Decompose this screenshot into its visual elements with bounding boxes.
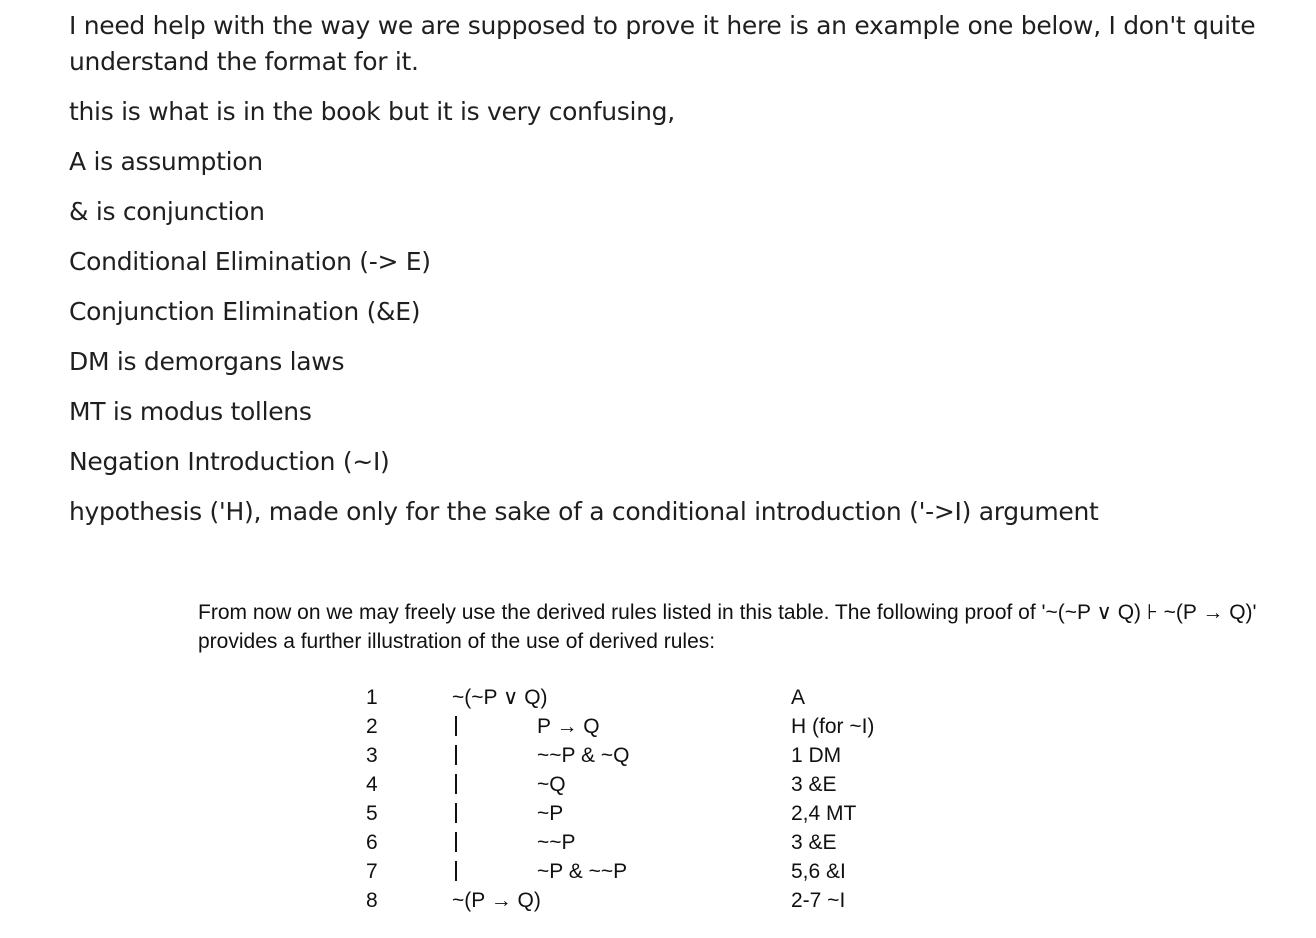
question-paragraph: Conjunction Elimination (&E) <box>69 297 421 326</box>
question-paragraph: & is conjunction <box>69 197 265 226</box>
proof-line <box>0 770 1316 799</box>
line-number: 6 <box>366 831 378 854</box>
line-number: 2 <box>366 715 378 738</box>
subproof-bar <box>455 861 457 881</box>
question-paragraph: I need help with the way we are supposed to prove it here is an example one below, I don't quite understand the format for it. <box>69 11 1256 76</box>
proof-justification: 3 &E <box>791 831 837 854</box>
proof-formula: ~P <box>537 802 564 825</box>
proof-line <box>0 741 1316 770</box>
question-paragraph: Conditional Elimination (-> E) <box>69 247 431 276</box>
subproof-bar <box>455 774 457 794</box>
proof-line <box>0 828 1316 857</box>
subproof-bar <box>455 832 457 852</box>
proof-justification: 3 &E <box>791 773 837 796</box>
subproof-bar <box>455 716 457 736</box>
proof-formula: P → Q <box>537 715 600 738</box>
question-paragraph: A is assumption <box>69 147 263 176</box>
proof-justification: H (for ~I) <box>791 715 875 738</box>
proof-formula: ~P & ~~P <box>537 860 628 883</box>
proof-line <box>0 886 1316 915</box>
subproof-bar <box>455 745 457 765</box>
proof-justification: 1 DM <box>791 744 842 767</box>
question-paragraph: this is what is in the book but it is very confusing, <box>69 97 675 126</box>
question-paragraph: Negation Introduction (~I) <box>69 447 390 476</box>
book-intro: From now on we may freely use the derived rules listed in this table. The following proof of '~(~P ∨ Q) ⊦ ~(P → Q)' provides a further illustration of the use of derived rules: <box>198 601 1257 653</box>
proof-line <box>0 799 1316 828</box>
proof-justification: 2,4 MT <box>791 802 857 825</box>
proof-formula: ~Q <box>537 773 566 796</box>
proof-formula: ~~P & ~Q <box>537 744 630 767</box>
question-paragraph: DM is demorgans laws <box>69 347 345 376</box>
proof-formula: ~~P <box>537 831 576 854</box>
line-number: 4 <box>366 773 378 796</box>
subproof-bar <box>455 803 457 823</box>
proof-formula: ~(~P ∨ Q) <box>452 686 548 709</box>
proof-line <box>0 857 1316 886</box>
proof-line <box>0 712 1316 741</box>
question-paragraph: MT is modus tollens <box>69 397 312 426</box>
line-number: 7 <box>366 860 378 883</box>
line-number: 5 <box>366 802 378 825</box>
proof-justification: 2-7 ~I <box>791 889 846 912</box>
line-number: 8 <box>366 889 378 912</box>
line-number: 1 <box>366 686 378 709</box>
proof-line <box>0 683 1316 712</box>
proof-justification: 5,6 &I <box>791 860 846 883</box>
question-paragraph: hypothesis ('H), made only for the sake of a conditional introduction ('->I) argument <box>69 497 1099 526</box>
proof-justification: A <box>791 686 806 709</box>
line-number: 3 <box>366 744 378 767</box>
proof-formula: ~(P → Q) <box>452 889 541 912</box>
